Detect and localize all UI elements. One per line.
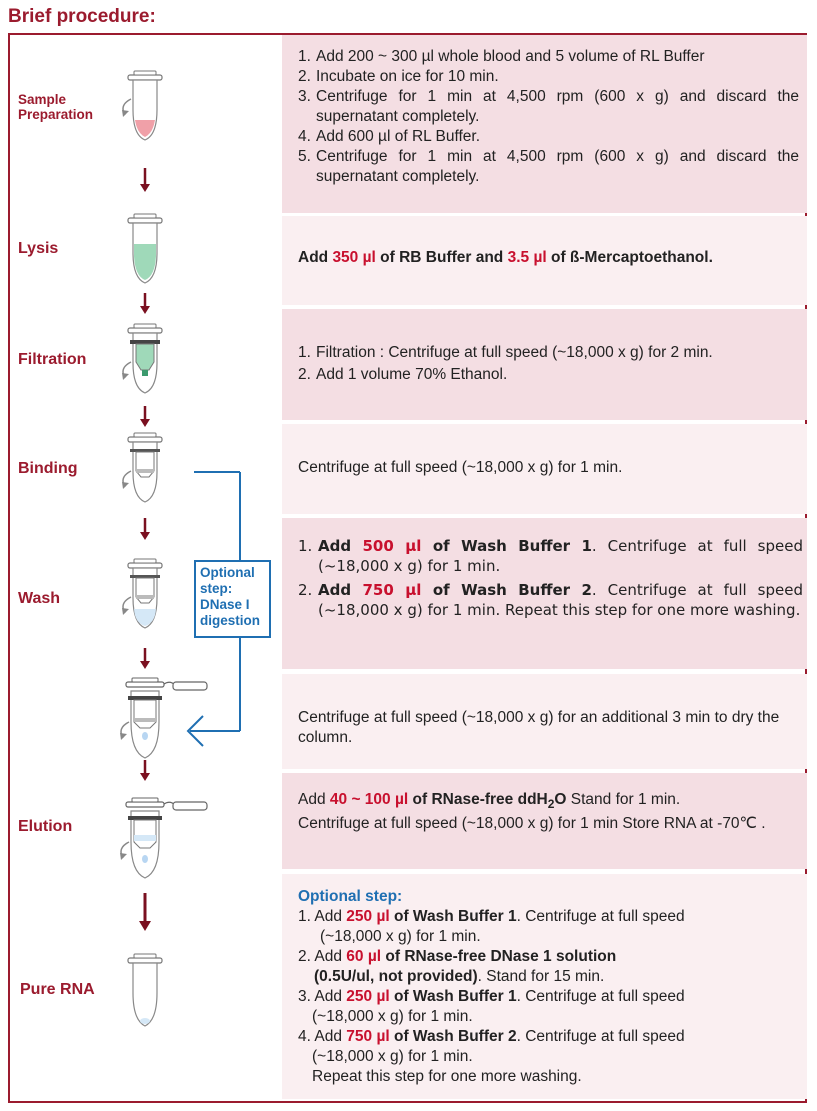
flow-arrow <box>139 893 151 931</box>
flow-arrow <box>140 406 150 427</box>
optional-box-line: DNase I <box>200 597 250 612</box>
list-item: 2. Add 60 µl of RNase-free DNase 1 solution <box>298 948 617 965</box>
elution-line-1: Add 40 ~ 100 µl of RNase-free ddH$_2$O Stand for 1 min. <box>298 791 681 812</box>
page-title: Brief procedure: <box>8 6 156 27</box>
tube-icon <box>122 559 162 628</box>
tube-icon <box>120 798 207 878</box>
step-box-optional <box>282 874 807 1099</box>
list-item: 2. Add 1 volume 70% Ethanol. <box>298 366 508 383</box>
list-item: 4. Add 750 µl of Wash Buffer 2. Centrifuge at full speed <box>298 1028 685 1045</box>
tube-icon <box>128 214 162 283</box>
optional-step-title: Optional step: <box>298 888 403 905</box>
optional-box-line: step: <box>200 581 233 596</box>
flow-arrow <box>140 293 150 314</box>
flow-arrow <box>140 518 150 540</box>
tube-icon <box>122 71 162 140</box>
list-item: 4. Add 600 µl of RL Buffer. <box>298 128 481 145</box>
elution-line-2: Centrifuge at full speed (~18,000 x g) for 1 min Store RNA at -70℃ . <box>298 815 766 833</box>
step-box-wash <box>282 518 807 669</box>
list-item: 3. Centrifuge for 1 min at 4,500 rpm (600 x g) and discard the supernatant completely. <box>298 88 799 125</box>
step-label-line: Sample <box>18 92 67 107</box>
step-label-elution: Elution <box>18 818 73 835</box>
list-item: 3. Add 250 µl of Wash Buffer 1. Centrifuge at full speed <box>298 988 685 1005</box>
list-item: 2. Add 750 µl of Wash Buffer 2. Centrifuge at full speed (~18,000 x g) for 1 min. Repeat this step for one more washing. <box>298 581 803 619</box>
step-box-sample-preparation <box>282 35 807 213</box>
list-item: 1. Filtration : Centrifuge at full speed (~18,000 x g) for 2 min. <box>298 344 713 361</box>
list-item: 5. Centrifuge for 1 min at 4,500 rpm (600 x g) and discard the supernatant completely. <box>298 148 799 185</box>
tube-icon <box>120 678 207 758</box>
step-box-filtration <box>282 309 807 420</box>
step-box-lysis: Add 350 µl of RB Buffer and 3.5 µl of ß-Mercaptoethanol. <box>282 216 807 305</box>
step-label-pure-rna: Pure RNA <box>20 981 95 998</box>
tube-icon <box>128 954 162 1026</box>
step-box-elution <box>282 773 807 869</box>
list-item-cont: Repeat this step for one more washing. <box>312 1068 582 1085</box>
step-label-line: Preparation <box>18 107 94 122</box>
list-item-cont: (~18,000 x g) for 1 min. <box>312 1008 473 1025</box>
step-label-binding: Binding <box>18 460 78 477</box>
list-item-cont: (~18,000 x g) for 1 min. <box>312 1048 473 1065</box>
optional-box-line: Optional <box>200 565 255 580</box>
step-box-dry: Centrifuge at full speed (~18,000 x g) for an additional 3 min to dry the column. <box>282 674 807 769</box>
step-label-wash: Wash <box>18 590 61 607</box>
list-item: 1. Add 500 µl of Wash Buffer 1. Centrifuge at full speed (~18,000 x g) for 1 min. <box>298 537 803 575</box>
tube-icon <box>122 433 162 502</box>
list-item-cont: (~18,000 x g) for 1 min. <box>320 928 481 945</box>
tube-icon <box>122 324 162 393</box>
list-item: 2. Incubate on ice for 10 min. <box>298 68 499 85</box>
step-label-lysis: Lysis <box>18 240 59 257</box>
step-box-binding: Centrifuge at full speed (~18,000 x g) for 1 min. <box>282 424 807 514</box>
flow-arrow <box>140 760 150 781</box>
optional-box-line: digestion <box>200 613 260 628</box>
step-label-filtration: Filtration <box>18 351 87 368</box>
flow-arrow <box>140 168 150 192</box>
list-item: 1. Add 200 ~ 300 µl whole blood and 5 volume of RL Buffer <box>298 48 705 65</box>
list-item: 1. Add 250 µl of Wash Buffer 1. Centrifuge at full speed <box>298 908 685 925</box>
optional-step-box <box>194 560 271 638</box>
flow-arrow <box>140 648 150 669</box>
list-item-cont: (0.5U/ul, not provided). Stand for 15 min. <box>314 968 605 985</box>
